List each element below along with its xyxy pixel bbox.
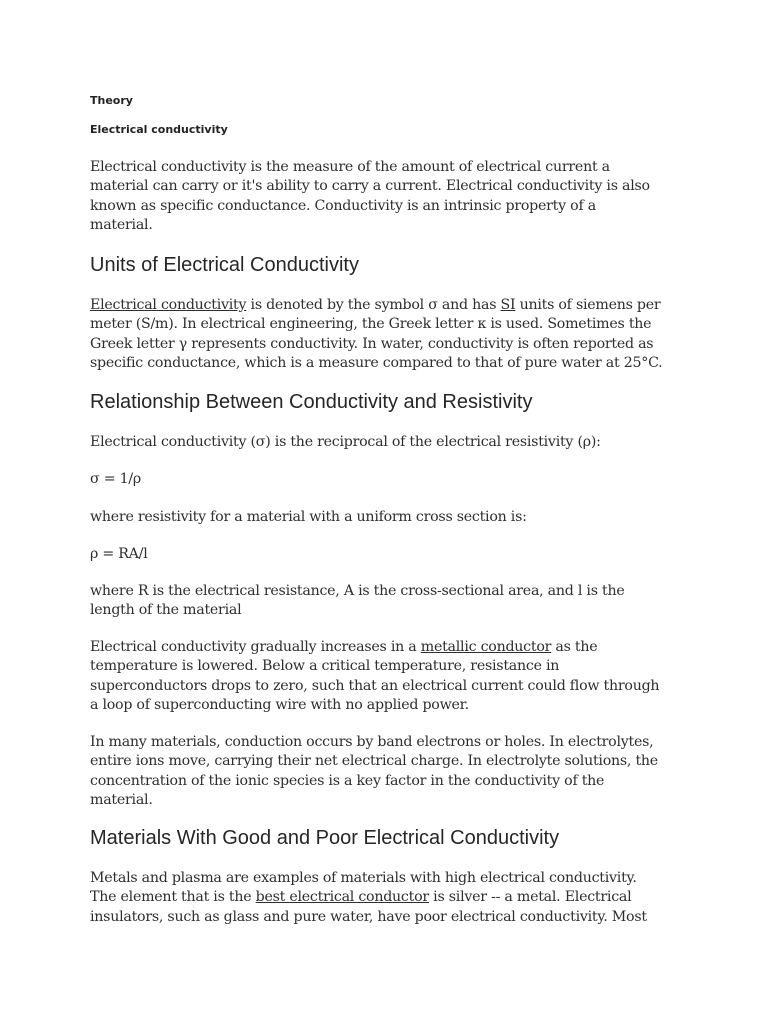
relationship-p2 <box>90 508 680 527</box>
relationship-line <box>90 638 680 657</box>
heading-theory: Theory <box>90 94 133 107</box>
relationship-line: material. <box>90 791 153 808</box>
relationship-line: Electrical conductivity (σ) is the reciprocal of the electrical resistivity (ρ): <box>90 434 601 450</box>
relationship-line: where R is the electrical resistance, A is the cross-sectional area, and l is the <box>90 583 625 599</box>
link-si[interactable]: SI <box>500 297 516 313</box>
materials-line: Metals and plasma are examples of materials with high electrical conductivity. <box>90 870 637 886</box>
materials-text: The element that is the <box>90 889 256 906</box>
intro-line: material. <box>90 216 153 233</box>
relationship-line: concentration of the ionic species is a key factor in the conductivity of the <box>90 772 605 789</box>
relationship-line: where resistivity for a material with a uniform cross section is: <box>90 509 527 525</box>
materials-text: is silver -- a metal. Electrical <box>428 889 632 906</box>
heading-electrical-conductivity: Electrical conductivity <box>90 123 228 136</box>
link-best-electrical-conductor[interactable]: best electrical conductor <box>255 889 429 906</box>
relationship-p1 <box>90 433 680 452</box>
relationship-p5 <box>90 733 680 810</box>
intro-paragraph <box>90 158 680 235</box>
relationship-line: length of the material <box>90 602 242 619</box>
relationship-line: In many materials, conduction occurs by band electrons or holes. In electrolytes, <box>90 734 654 750</box>
section-title-materials: Materials With Good and Poor Electrical Conductivity <box>90 827 560 849</box>
units-text: units of siemens per <box>515 297 661 313</box>
relationship-text: as the <box>551 639 598 655</box>
units-paragraph <box>90 296 680 373</box>
units-line: meter (S/m). In electrical engineering, the Greek letter κ is used. Sometimes the <box>90 316 652 333</box>
section-title-relationship: Relationship Between Conductivity and Resistivity <box>90 391 533 413</box>
materials-paragraph <box>90 869 680 927</box>
relationship-line: entire ions move, carrying their net electrical charge. In electrolyte solutions, the <box>90 753 658 770</box>
relationship-line: temperature is lowered. Below a critical temperature, resistance in <box>90 658 560 675</box>
relationship-line: a loop of superconducting wire with no applied power. <box>90 696 469 713</box>
relationship-line: superconductors drops to zero, such that an electrical current could flow through <box>90 677 660 694</box>
link-electrical-conductivity[interactable]: Electrical conductivity <box>90 297 247 313</box>
section-title-units: Units of Electrical Conductivity <box>90 254 359 276</box>
intro-line: Electrical conductivity is the measure of the amount of electrical current a <box>90 159 610 175</box>
intro-line: material can carry or it's ability to carry a current. Electrical conductivity is also <box>90 178 650 195</box>
relationship-p4 <box>90 638 680 715</box>
formula-line: ρ = RA/l <box>90 546 148 562</box>
units-line <box>90 296 680 315</box>
materials-line: insulators, such as glass and pure water, have poor electrical conductivity. Most <box>90 908 647 925</box>
intro-line: known as specific conductance. Conductivity is an intrinsic property of a <box>90 197 596 214</box>
relationship-text: Electrical conductivity gradually increases in a <box>90 639 421 655</box>
formula-resistivity <box>90 545 680 564</box>
formula-line: σ = 1/ρ <box>90 471 141 487</box>
units-line: Greek letter γ represents conductivity. In water, conductivity is often reported as <box>90 335 654 352</box>
units-text: is denoted by the symbol σ and has <box>246 297 501 313</box>
materials-line <box>90 888 680 907</box>
formula-conductivity <box>90 470 680 489</box>
link-metallic-conductor[interactable]: metallic conductor <box>420 639 552 655</box>
units-line: specific conductance, which is a measure compared to that of pure water at 25°C. <box>90 354 663 371</box>
relationship-p3 <box>90 582 680 621</box>
